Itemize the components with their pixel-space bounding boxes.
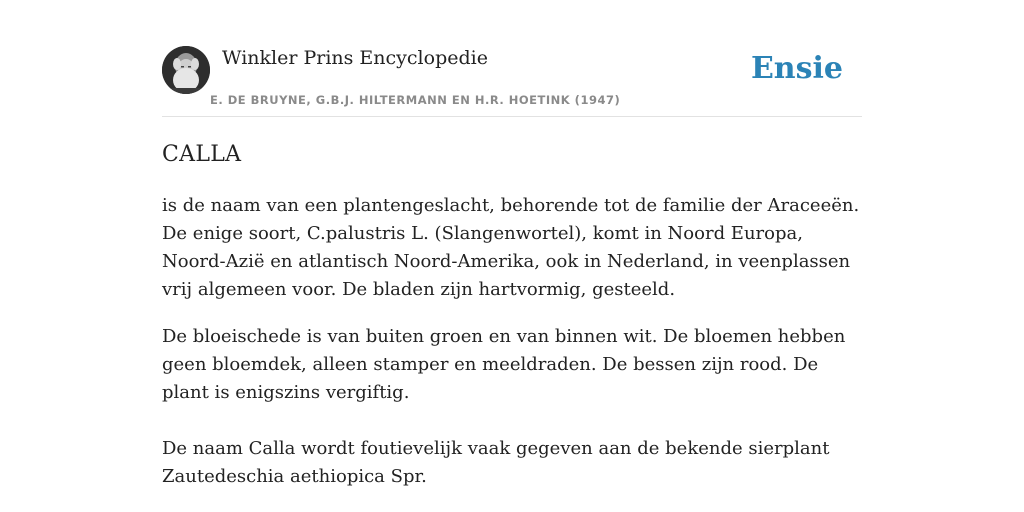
article-page [162,0,862,512]
entry-paragraph: De naam Calla wordt foutievelijk vaak gegeven aan de bekende sierplant Zautedeschia aethiopica Spr. [162,438,830,487]
source-title[interactable]: Winkler Prins Encyclopedie [222,47,488,69]
author-avatar[interactable] [162,46,210,94]
source-authors: E. DE BRUYNE, G.B.J. HILTERMANN EN H.R. HOETINK (1947) [210,93,621,107]
entry-title: CALLA [162,142,242,167]
portrait-icon [162,46,210,94]
source-header [162,46,862,117]
ensie-logo-link[interactable]: Ensie [750,51,843,86]
entry-paragraph: De bloeischede is van buiten groen en van binnen wit. De bloemen hebben geen bloemdek, alleen stamper en meeldraden. De bessen zijn rood. De plant is enigszins vergiftig. [162,326,846,403]
entry-paragraph: is de naam van een plantengeslacht, behorende tot de familie der Araceeën. De enige soort, C.palustris L. (Slangenwortel), komt in Noord Europa, Noord-Azië en atlantisch Noord-Amerika, ook in Nederland, in veenplassen vrij algemeen voor. De bladen zijn hartvormig, gesteeld. [162,195,860,300]
